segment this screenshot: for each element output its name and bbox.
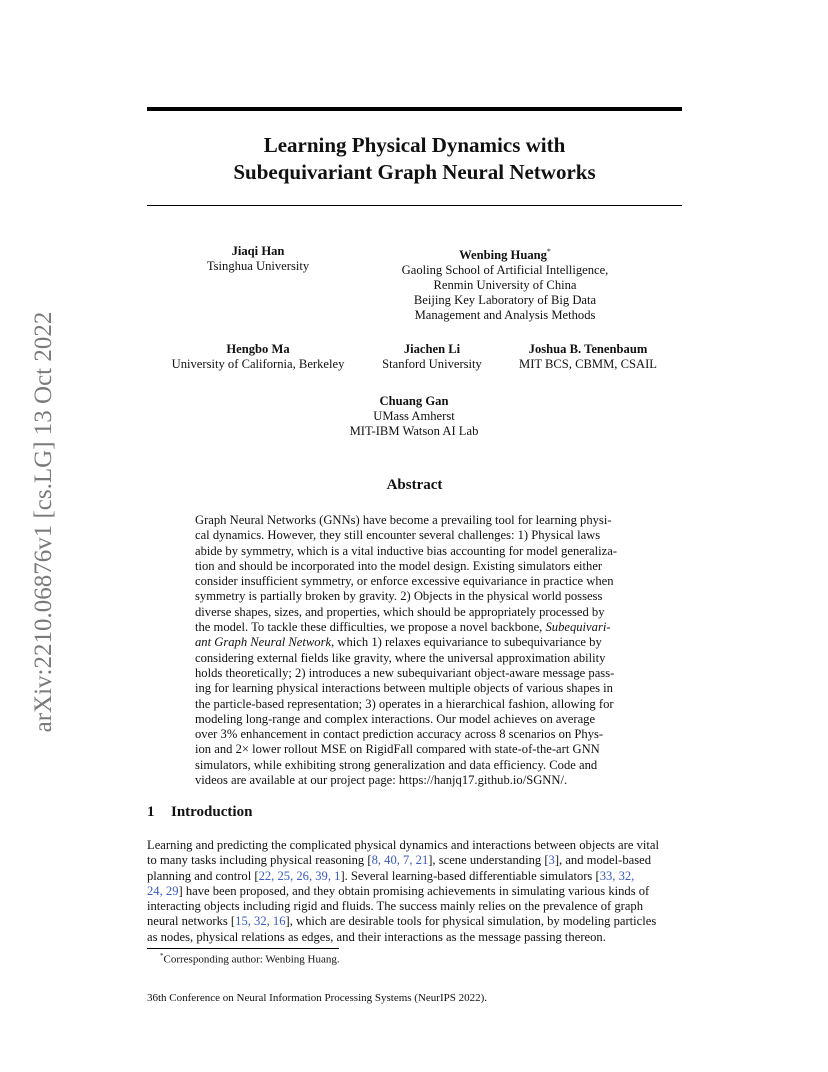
citation-link[interactable]: 22, 25, 26, 39, 1 [258,868,341,883]
section-title: Introduction [171,804,253,820]
footnote-rule [147,948,339,949]
abstract-line: Graph Neural Networks (GNNs) have become a prevailing tool for learning physi- [195,513,612,527]
body-line [147,899,682,914]
footnote-text: Corresponding author: Wenbing Huang. [163,953,340,966]
abstract-line: modeling long-range and complex interactions. Our model achieves on average [195,711,596,726]
author-affiliation: UMass Amherst [373,409,455,423]
author-name: Jiaqi Han [231,244,285,258]
body-line-text: interacting objects including rigid and fluids. The success mainly relies on the prevalence of graph [147,899,644,914]
body-line-text: Learning and predicting the complicated physical dynamics and interactions between objects are vital [147,838,659,852]
abstract-line: ion and 2× lower rollout MSE on RigidFall compared with state-of-the-art GNN [195,742,600,757]
section-number: 1 [147,804,155,820]
abstract-line-text: the model. To tackle these difficulties, we propose a novel backbone, [195,620,546,635]
abstract-line: over 3% enhancement in contact prediction accuracy across 8 scenarios on Phys- [195,727,604,742]
abstract-heading: Abstract [386,477,443,493]
body-line-text: to many tasks including physical reasoning [ [147,853,372,868]
citation-link[interactable]: 33, 32, [599,868,635,883]
section-heading-introduction [147,804,252,821]
abstract-italic: ant Graph Neural Network [195,635,332,650]
author-name: Joshua B. Tenenbaum [528,342,648,356]
abstract-line: ing for learning physical interactions between multiple objects of various shapes in [195,681,613,696]
body-line [147,838,682,853]
author-affiliation: Management and Analysis Methods [414,308,596,323]
footnote [160,952,340,966]
body-line [147,884,682,899]
body-line-text: as nodes, physical relations as edges, and their interactions as the message passing thereon. [147,929,606,944]
abstract-line: videos are available at our project page: https://hanjq17.github.io/SGNN/. [195,773,568,788]
author-affiliation: Beijing Key Laboratory of Big Data [413,293,597,308]
author-affiliation: University of California, Berkeley [171,357,345,371]
body-line [147,914,682,929]
citation-link[interactable]: 24, 29 [147,883,179,898]
abstract-italic: Subequivari- [545,620,611,635]
citation-link[interactable]: 15, 32, 16 [235,914,286,929]
body-line-text: neural networks [ [147,914,236,929]
title-rule-bottom [147,205,682,206]
abstract-line [195,635,635,650]
abstract-line: abide by symmetry, which is a vital inductive bias accounting for model generaliza- [195,543,617,558]
author-block [160,342,356,372]
author-name: Hengbo Ma [226,342,290,356]
abstract-line: tion and should be incorporated into the model design. Existing simulators either [195,558,603,573]
title-line-2: Subequivariant Graph Neural Networks [233,160,596,184]
title-line-1: Learning Physical Dynamics with [263,133,566,157]
abstract-line: simulators, while exhibiting strong generalization and data efficiency. Code and [195,757,598,772]
author-block [168,244,348,274]
abstract-line: holds theoretically; 2) introduces a new subequivariant object-aware message pass- [195,665,615,680]
author-name: Jiachen Li [403,342,461,356]
body-line-text: planning and control [ [147,868,259,883]
introduction-paragraph [147,838,682,945]
conference-note: 36th Conference on Neural Information Processing Systems (NeurIPS 2022). [147,992,488,1004]
title-rule-top [147,107,682,111]
author-name: Wenbing Huang [459,248,547,263]
abstract-body [195,513,635,788]
abstract-line [195,620,635,635]
abstract-line: diverse shapes, sizes, and properties, which should be appropriately processed by [195,604,605,619]
abstract-line-text: , which 1) relaxes equivariance to subequivariance by [331,635,602,650]
author-block [380,244,630,323]
footnote-mark: * [160,952,164,960]
arxiv-identifier: arXiv:2210.06876v1 [cs.LG] 13 Oct 2022 [30,311,57,733]
author-affiliation: Renmin University of China [433,278,577,293]
author-block [330,394,498,439]
abstract-line: the particle-based representation; 3) operates in a hierarchical fashion, allowing for [195,696,614,711]
author-affiliation: Gaoling School of Artificial Intelligence, [401,263,609,278]
citation-link[interactable]: 8, 40, 7, 21 [371,853,429,868]
author-name: Chuang Gan [379,394,449,408]
author-affiliation: MIT-IBM Watson AI Lab [349,424,479,438]
paper-title [147,132,682,186]
citation-link[interactable]: 3 [548,853,555,868]
body-line-text: ]. Several learning-based differentiable simulators [ [340,868,600,883]
body-line-text: ], which are desirable tools for physical simulation, by modeling particles [285,914,657,929]
abstract-line: consider insufficient symmetry, or enforce excessive equivariance in practice when [195,574,614,589]
body-line [147,869,682,884]
author-affiliation: Tsinghua University [206,259,310,273]
body-line [147,853,682,868]
body-line-text: ], scene understanding [ [428,853,549,868]
author-block [508,342,668,372]
abstract-line: cal dynamics. However, they still encounter several challenges: 1) Physical laws [195,528,601,543]
body-line-text: ] have been proposed, and they obtain promising achievements in simulating various kinds of [178,883,650,898]
author-affiliation: Stanford University [382,357,482,371]
body-line [147,930,682,945]
author-block [368,342,496,372]
corresponding-mark: * [546,247,551,256]
abstract-line: considering external fields like gravity, where the universal approximation ability [195,650,606,665]
body-line-text: ], and model-based [554,853,652,868]
author-affiliation: MIT BCS, CBMM, CSAIL [519,357,657,371]
abstract-line: symmetry is partially broken by gravity. 2) Objects in the physical world possess [195,589,603,604]
